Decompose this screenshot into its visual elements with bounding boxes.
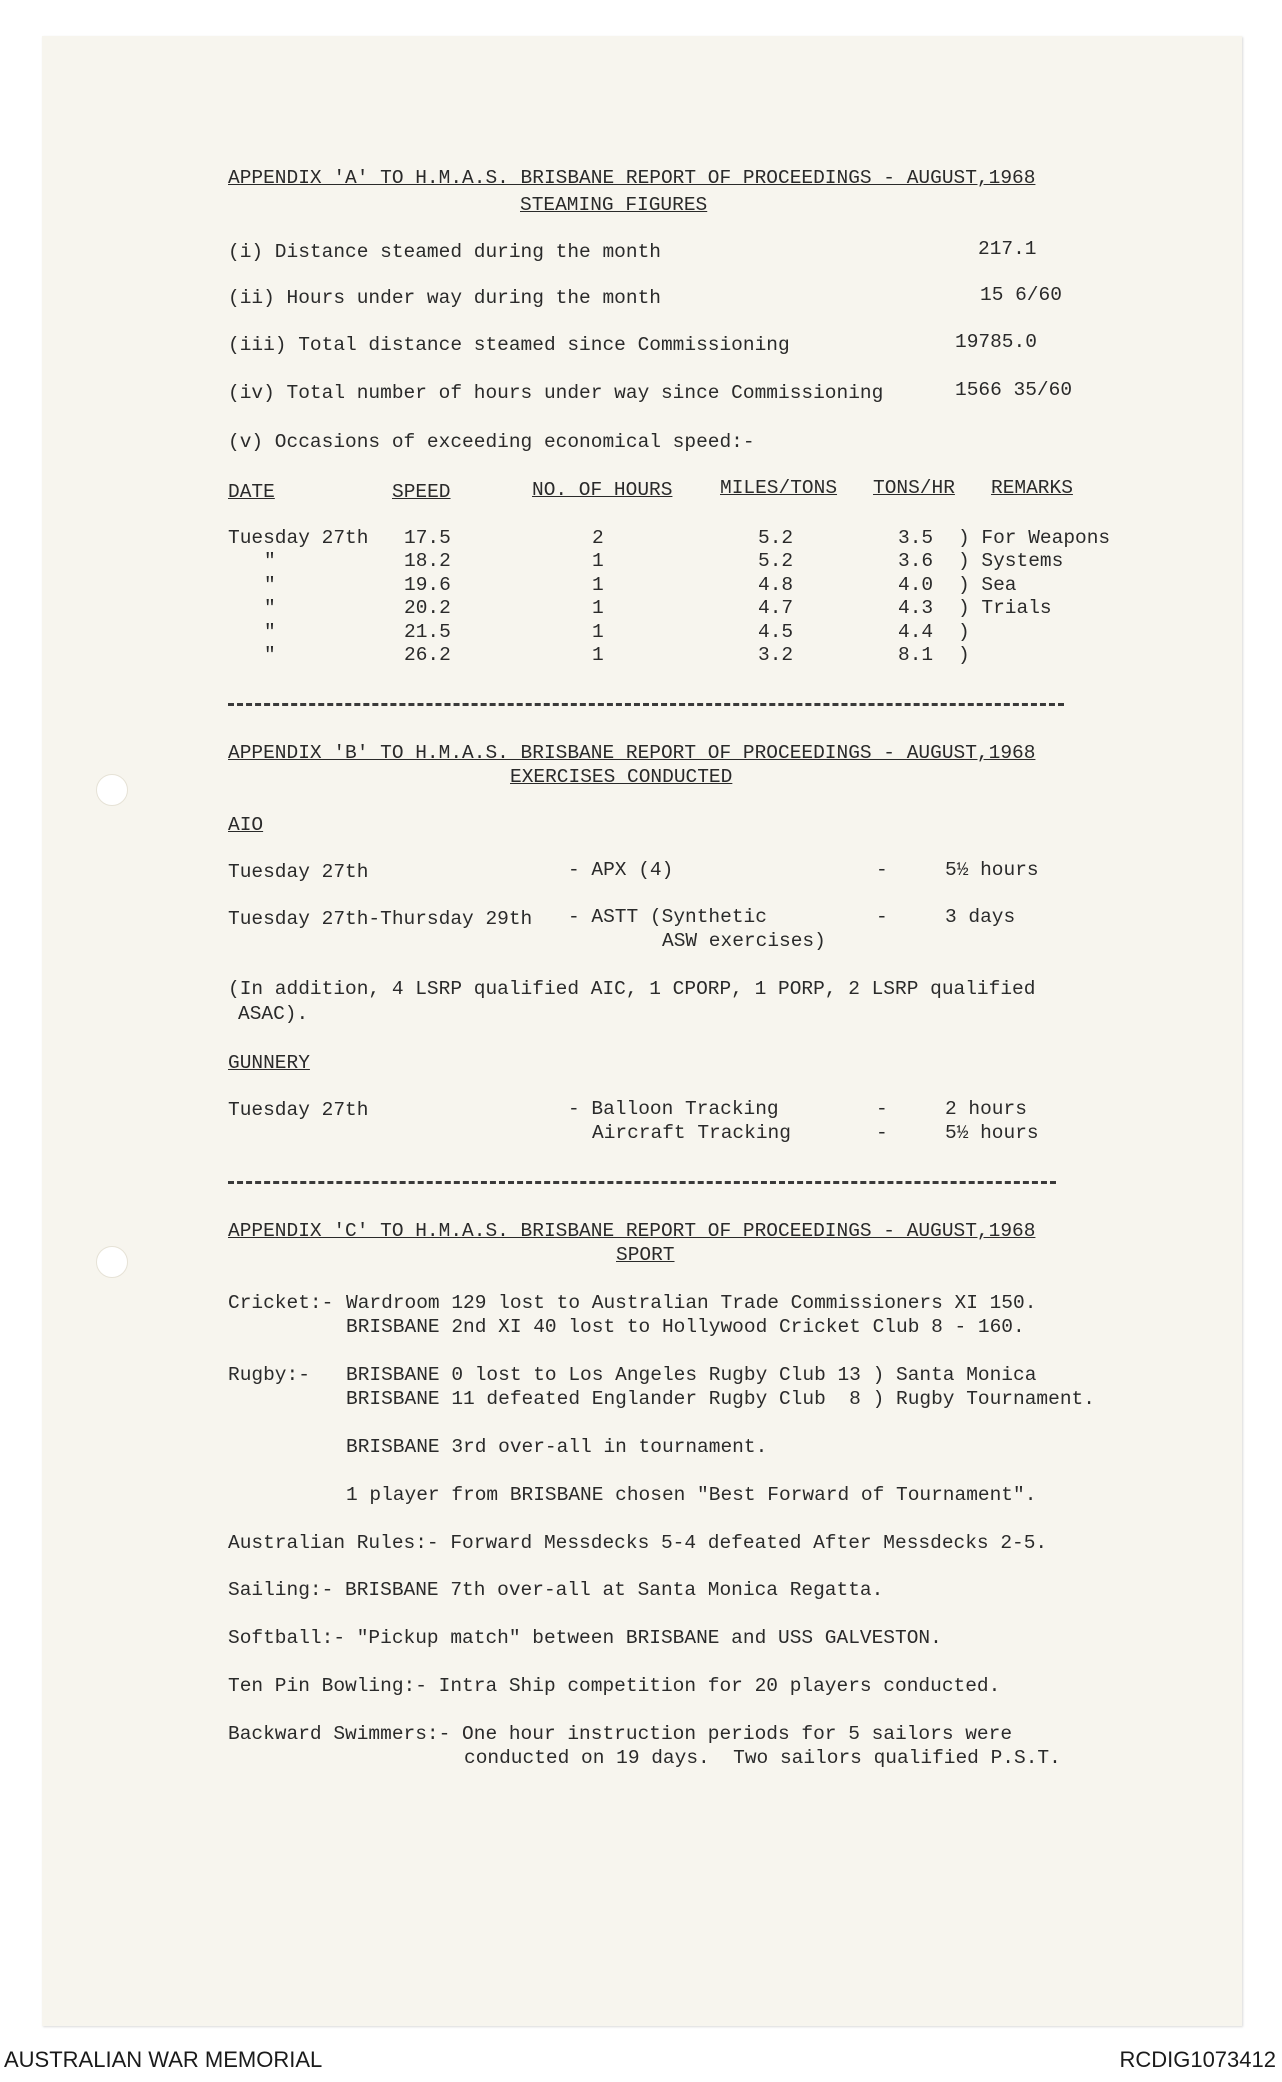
- aio-date: Tuesday 27th: [228, 861, 369, 883]
- row-remark: ) Trials: [958, 597, 1052, 620]
- row-speed: 26.2: [404, 644, 451, 666]
- gunnery-dash: -: [876, 1098, 888, 1120]
- row-tons-hr: 3.6: [898, 550, 934, 573]
- col-speed: SPEED: [392, 481, 451, 503]
- row-hours: 1: [592, 644, 604, 666]
- steaming-item-label: (iv) Total number of hours under way since Commissioning: [228, 382, 884, 404]
- col-remarks: REMARKS: [991, 477, 1073, 499]
- aio-addition: (In addition, 4 LSRP qualified AIC, 1 CPORP, 1 PORP, 2 LSRP qualified: [228, 978, 1036, 1000]
- aio-title: AIO: [228, 814, 264, 836]
- tenpin-result: Ten Pin Bowling:- Intra Ship competition for 20 players conducted.: [228, 1675, 1001, 1697]
- row-hours: 1: [592, 597, 604, 620]
- col-miles-tons: MILES/TONS: [720, 477, 838, 499]
- row-miles-tons: 5.2: [758, 527, 794, 549]
- aio-dash: -: [876, 906, 888, 928]
- row-remark: ) Sea: [958, 573, 1017, 596]
- gunnery-duration: 2 hours: [945, 1098, 1027, 1120]
- gunnery-exercise: Aircraft Tracking: [592, 1122, 791, 1144]
- row-hours: 1: [592, 550, 604, 573]
- steaming-item-value: 15 6/60: [980, 284, 1062, 306]
- appendix-c-subheading: SPORT: [616, 1244, 675, 1266]
- steaming-item-value: 217.1: [978, 238, 1037, 260]
- swimmers-note-cont: conducted on 19 days. Two sailors qualified P.S.T.: [464, 1747, 1061, 1769]
- row-hours: 1: [592, 573, 604, 596]
- punch-hole: [96, 774, 128, 806]
- row-speed: 19.6: [404, 573, 451, 596]
- aio-duration: 5½ hours: [945, 859, 1039, 881]
- rugby-result: BRISBANE 0 lost to Los Angeles Rugby Club 13 ) Santa Monica: [346, 1364, 1037, 1386]
- row-tons-hr: 3.5: [898, 527, 934, 549]
- punch-hole: [96, 1246, 128, 1278]
- cricket-label: Cricket:-: [228, 1292, 334, 1314]
- gunnery-exercise: - Balloon Tracking: [568, 1098, 779, 1120]
- rugby-result: BRISBANE 11 defeated Englander Rugby Club 8 ) Rugby Tournament.: [346, 1388, 1095, 1410]
- aio-exercise: - APX (4): [568, 859, 674, 881]
- aio-exercise: - ASTT (Synthetic: [568, 906, 767, 928]
- row-hours: 2: [592, 527, 604, 549]
- row-speed: 18.2: [404, 550, 451, 573]
- row-date: ": [264, 597, 276, 620]
- steaming-item-label: (ii) Hours under way during the month: [228, 287, 661, 309]
- gunnery-title: GUNNERY: [228, 1052, 310, 1074]
- steaming-item-label: (i) Distance steamed during the month: [228, 241, 661, 263]
- rugby-standing: BRISBANE 3rd over-all in tournament.: [346, 1436, 768, 1458]
- rugby-label: Rugby:-: [228, 1364, 310, 1386]
- divider: [228, 1181, 1056, 1184]
- row-miles-tons: 4.5: [758, 620, 794, 643]
- row-miles-tons: 5.2: [758, 550, 794, 573]
- divider: [228, 703, 1064, 706]
- col-hours: NO. OF HOURS: [532, 479, 673, 501]
- row-miles-tons: 3.2: [758, 644, 794, 666]
- row-date: ": [264, 644, 276, 666]
- aio-duration: 3 days: [945, 906, 1016, 928]
- appendix-b-heading: APPENDIX 'B' TO H.M.A.S. BRISBANE REPORT OF PROCEEDINGS - AUGUST,1968: [228, 742, 1036, 764]
- aussie-rules-result: Australian Rules:- Forward Messdecks 5-4 defeated After Messdecks 2-5.: [228, 1532, 1048, 1554]
- col-date: DATE: [228, 481, 275, 503]
- row-date: ": [264, 620, 276, 643]
- appendix-c-heading: APPENDIX 'C' TO H.M.A.S. BRISBANE REPORT OF PROCEEDINGS - AUGUST,1968: [228, 1220, 1036, 1242]
- gunnery-date: Tuesday 27th: [228, 1099, 369, 1121]
- steaming-item-v: (v) Occasions of exceeding economical speed:-: [228, 431, 755, 453]
- row-tons-hr: 4.4: [898, 620, 934, 643]
- footer-archive-name: AUSTRALIAN WAR MEMORIAL: [4, 2047, 323, 2072]
- softball-result: Softball:- "Pickup match" between BRISBANE and USS GALVESTON.: [228, 1627, 942, 1649]
- row-speed: 20.2: [404, 597, 451, 620]
- row-miles-tons: 4.7: [758, 597, 794, 620]
- appendix-a-heading: APPENDIX 'A' TO H.M.A.S. BRISBANE REPORT OF PROCEEDINGS - AUGUST,1968: [228, 167, 1036, 189]
- row-date: Tuesday 27th: [228, 527, 369, 549]
- row-date: ": [264, 573, 276, 596]
- row-date: ": [264, 550, 276, 573]
- footer-record-id: RCDIG1073412: [1119, 2047, 1276, 2072]
- swimmers-note: Backward Swimmers:- One hour instruction periods for 5 sailors were: [228, 1723, 1013, 1745]
- col-tons-hr: TONS/HR: [873, 477, 955, 499]
- row-tons-hr: 4.0: [898, 573, 934, 596]
- steaming-item-value: 19785.0: [955, 331, 1037, 353]
- row-hours: 1: [592, 620, 604, 643]
- row-speed: 17.5: [404, 527, 451, 549]
- cricket-result: BRISBANE 2nd XI 40 lost to Hollywood Cricket Club 8 - 160.: [346, 1316, 1025, 1338]
- appendix-a-subheading: STEAMING FIGURES: [520, 194, 708, 216]
- row-remark: ): [958, 644, 970, 666]
- aio-dash: -: [876, 859, 888, 881]
- row-remark: ) Systems: [958, 550, 1064, 573]
- sailing-result: Sailing:- BRISBANE 7th over-all at Santa Monica Regatta.: [228, 1579, 884, 1601]
- aio-date: Tuesday 27th-Thursday 29th: [228, 908, 533, 930]
- aio-addition-cont: ASAC).: [238, 1003, 309, 1025]
- row-tons-hr: 4.3: [898, 597, 934, 620]
- row-remark: ) For Weapons: [958, 527, 1111, 549]
- row-tons-hr: 8.1: [898, 644, 934, 666]
- gunnery-duration: 5½ hours: [945, 1122, 1039, 1144]
- rugby-award: 1 player from BRISBANE chosen "Best Forward of Tournament".: [346, 1484, 1037, 1506]
- aio-exercise-cont: ASW exercises): [662, 930, 826, 952]
- row-remark: ): [958, 620, 970, 643]
- steaming-item-value: 1566 35/60: [955, 379, 1073, 401]
- cricket-result: Wardroom 129 lost to Australian Trade Commissioners XI 150.: [346, 1292, 1037, 1314]
- steaming-item-label: (iii) Total distance steamed since Commissioning: [228, 334, 790, 356]
- row-miles-tons: 4.8: [758, 573, 794, 596]
- gunnery-dash: -: [876, 1122, 888, 1144]
- appendix-b-subheading: EXERCISES CONDUCTED: [510, 766, 733, 788]
- row-speed: 21.5: [404, 620, 451, 643]
